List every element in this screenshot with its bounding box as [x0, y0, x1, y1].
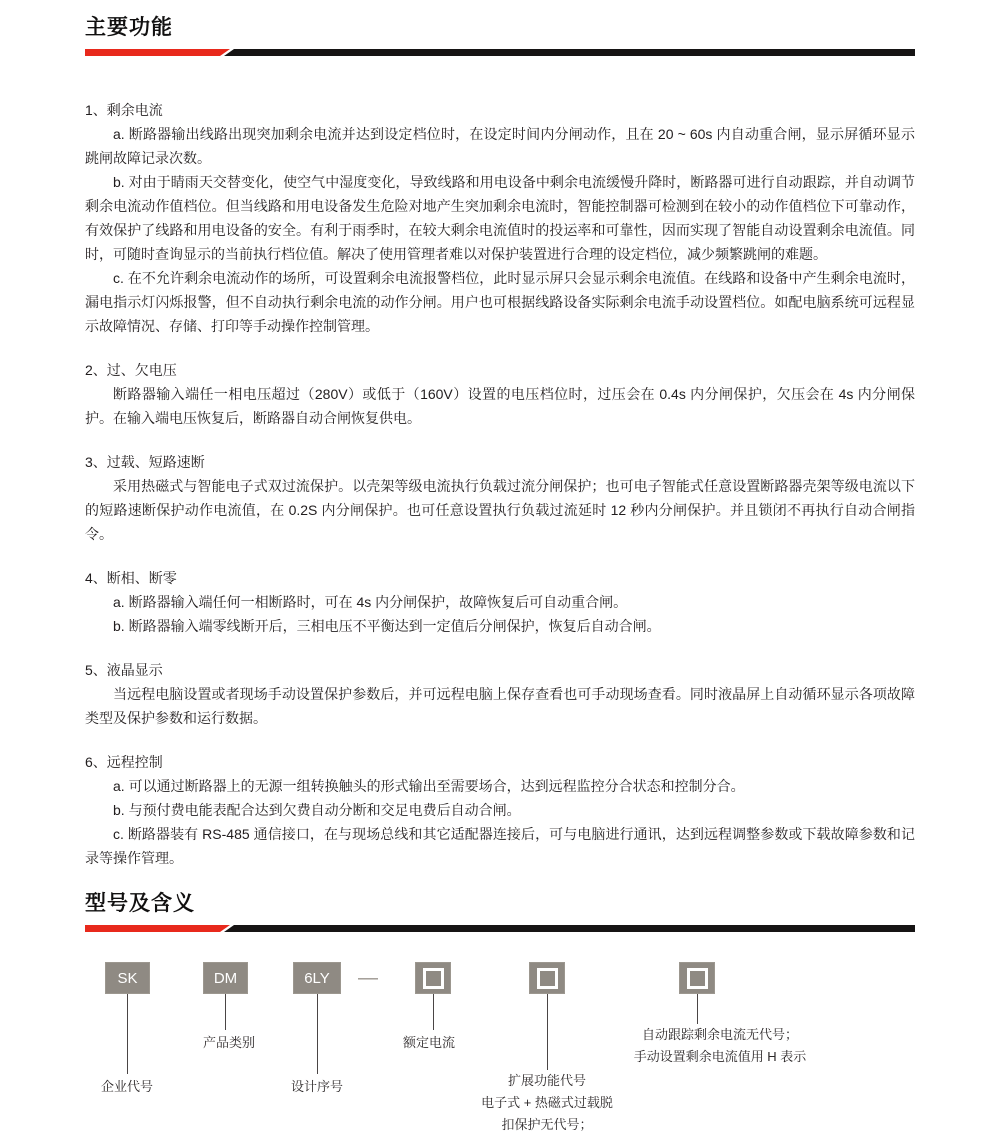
- paragraph: c. 断路器装有 RS-485 通信接口，在与现场总线和其它适配器连接后，可与电脑进行通讯，达到远程调整参数或下载故障参数和记录等操作管理。: [85, 826, 915, 866]
- paragraph: c. 在不允许剩余电流动作的场所，可设置剩余电流报警档位，此时显示屏只会显示剩余电流值。在线路和设备中产生剩余电流时，漏电指示灯闪烁报警，但不自动执行剩余电流的动作分闸。用户也可根据线路设备实际剩余电流手动设置档位。如配电脑系统可远程显示故障情况、存储、打印等手动操作控制管理。: [85, 270, 915, 334]
- connector-line: [433, 994, 434, 1030]
- model-box-enterprise-code: SK: [105, 962, 150, 994]
- paragraph: b. 与预付费电能表配合达到欠费自动分断和交足电费后自动合闸。: [113, 802, 521, 818]
- paragraph: b. 断路器输入端零线断开后，三相电压不平衡达到一定值后分闸保护，恢复后自动合闸。: [113, 618, 661, 634]
- underline-red-segment: [85, 925, 230, 932]
- connector-line: [547, 994, 548, 1070]
- label-product-category: 产品类别: [202, 1035, 255, 1050]
- paragraph: a. 断路器输出线路出现突加剩余电流并达到设定档位时，在设定时间内分闸动作，且在 20 ~ 60s 内自动重合闸，显示屏循环显示跳闸故障记录次数。: [85, 126, 915, 166]
- item-heading: 1、剩余电流: [85, 102, 163, 118]
- function-item-residual-current: [85, 98, 915, 338]
- section-title-main-functions: 主要功能: [85, 16, 173, 39]
- label-line: 扣保护无代号；: [501, 1117, 593, 1132]
- title-underline-bar: [85, 925, 915, 932]
- placeholder-square-icon: [423, 968, 444, 989]
- function-item-remote-control: [85, 750, 915, 870]
- item-heading: 3、过载、短路速断: [85, 454, 205, 470]
- item-heading: 5、液晶显示: [85, 662, 163, 678]
- label-line: 扩展功能代号: [507, 1073, 586, 1088]
- underline-red-segment: [85, 49, 230, 56]
- label-line: 自动跟踪剩余电流无代号；: [641, 1027, 798, 1042]
- underline-black-segment: [224, 925, 915, 932]
- connector-line: [697, 994, 698, 1024]
- function-item-phase-neutral-break: [85, 566, 915, 638]
- item-heading: 6、远程控制: [85, 754, 163, 770]
- paragraph: 采用热磁式与智能电子式双过流保护。以壳架等级电流执行负载过流分闸保护；也可电子智能式任意设置断路器壳架等级电流以下的短路速断保护动作电流值，在 0.2S 内分闸保护。也可任意设置执行负载过流延时 12 秒内分闸保护。并且锁闭不再执行自动合闸指令。: [85, 478, 915, 542]
- label-extended-function: [447, 1070, 647, 1136]
- model-box-product-category: DM: [203, 962, 248, 994]
- model-box-design-serial: 6LY: [293, 962, 341, 994]
- paragraph: 断路器输入端任一相电压超过（280V）或低于（160V）设置的电压档位时，过压会在 0.4s 内分闸保护，欠压会在 4s 内分闸保护。在输入端电压恢复后，断路器自动合闸恢复供电。: [85, 386, 915, 426]
- label-rated-current: 额定电流: [402, 1035, 455, 1050]
- label-line: 电子式 + 热磁式过载脱: [481, 1095, 613, 1110]
- model-box-rated-current: [415, 962, 451, 994]
- label-line: 手动设置剩余电流值用 H 表示: [633, 1049, 807, 1064]
- placeholder-square-icon: [537, 968, 558, 989]
- placeholder-square-icon: [687, 968, 708, 989]
- connector-line: [225, 994, 226, 1030]
- connector-line: [127, 994, 128, 1074]
- connector-line: [317, 994, 318, 1074]
- paragraph: 当远程电脑设置或者现场手动设置保护参数后，并可远程电脑上保存查看也可手动现场查看。同时液晶屏上自动循环显示各项故障类型及保护参数和运行数据。: [85, 686, 915, 726]
- model-box-extended-function: [529, 962, 565, 994]
- function-item-overload-short-circuit: [85, 450, 915, 546]
- function-item-over-under-voltage: [85, 358, 915, 430]
- paragraph: a. 可以通过断路器上的无源一组转换触头的形式输出至需要场合，达到远程监控分合状态和控制分合。: [113, 778, 745, 794]
- model-code-diagram: [0, 932, 1000, 1132]
- function-item-lcd-display: [85, 658, 915, 730]
- main-functions-content: [85, 98, 915, 870]
- model-box-residual-tracking: [679, 962, 715, 994]
- item-heading: 4、断相、断零: [85, 570, 177, 586]
- label-residual-tracking: [595, 1024, 845, 1068]
- item-heading: 2、过、欠电压: [85, 362, 177, 378]
- label-design-serial: 设计序号: [290, 1079, 343, 1094]
- section-title-model-meaning: 型号及含义: [85, 892, 195, 915]
- paragraph: b. 对由于睛雨天交替变化，使空气中湿度变化，导致线路和用电设备中剩余电流缓慢升降时，断路器可进行自动跟踪，并自动调节剩余电流动作值档位。但当线路和用电设备发生危险对地产生突加剩余电流时，智能控制器可检测到在较小的动作值档位下可靠动作，有效保护了线路和用电设备的安全。有利于雨季时，在较大剩余电流值时的投运率和可靠性，因而实现了智能自动设置剩余电流值。同时，可随时查询显示的当前执行档位值。解决了使用管理者难以对保护装置进行合理的设定档位，减少频繁跳闸的难题。: [85, 174, 915, 262]
- label-enterprise-code: 企业代号: [100, 1079, 153, 1094]
- model-separator-dash: —: [358, 966, 378, 989]
- title-underline-bar: [85, 49, 915, 56]
- paragraph: a. 断路器输入端任何一相断路时，可在 4s 内分闸保护，故障恢复后可自动重合闸。: [113, 594, 628, 610]
- underline-black-segment: [224, 49, 915, 56]
